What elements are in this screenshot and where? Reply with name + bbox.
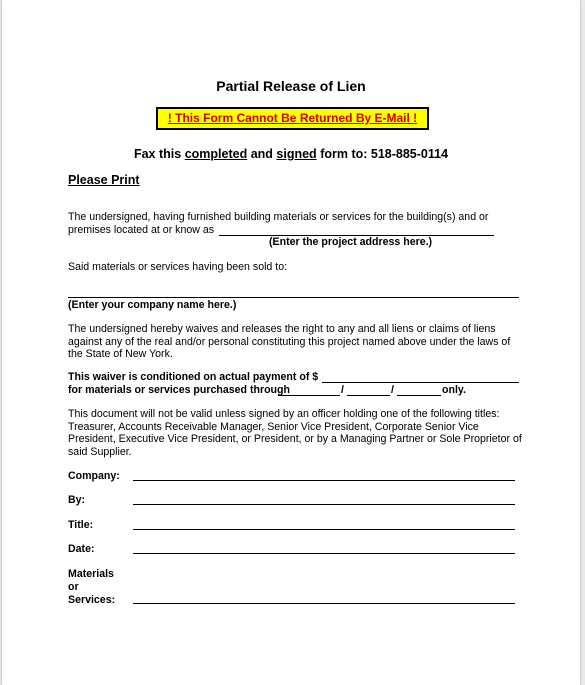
purchase-month-line[interactable] [278, 395, 340, 396]
please-print-heading: Please Print [68, 173, 140, 187]
company-name-line[interactable] [68, 297, 519, 298]
by-label: By: [68, 494, 86, 506]
sold-to-text: Said materials or services having been sold to: [68, 261, 288, 273]
company-label: Company: [68, 470, 120, 482]
date-line[interactable] [133, 553, 515, 554]
fax-and: and [250, 147, 273, 161]
condition-line1: This waiver is conditioned on actual payment of $ [68, 371, 319, 383]
waiver-paragraph: The undersigned hereby waives and releases the right to any and all liens or claims of liens against any of the real and/or personal constituting this project named above under the laws of the State of New York. [68, 323, 511, 361]
validity-paragraph: This document will not be valid unless signed by an officer holding one of the following titles: Treasurer, Accounts Receivable Manager, Senior Vice President, Corporate Senior Vice President, Executive Vice President, or President, or by a Managing Partner or Sole Proprietor of said Supplier. [68, 408, 522, 458]
fax-prefix: Fax this [133, 147, 182, 161]
page-title: Partial Release of Lien [216, 78, 366, 94]
date-label: Date: [68, 543, 95, 555]
materials-label-2: or [68, 581, 79, 593]
date-slash-1: / [341, 384, 344, 396]
fax-completed: completed [184, 147, 248, 161]
document-page [2, 0, 580, 685]
fax-instruction [2, 147, 580, 161]
condition-only: only. [442, 384, 466, 396]
purchase-year-line[interactable] [397, 395, 441, 396]
fax-signed: signed [276, 147, 317, 161]
date-slash-2: / [391, 384, 394, 396]
materials-label-3: Services: [68, 594, 116, 606]
title-label: Title: [68, 519, 94, 531]
company-name-hint: (Enter your company name here.) [68, 299, 237, 311]
materials-label-1: Materials [68, 568, 114, 580]
furnished-paragraph-line2: premises located at or know as [68, 224, 215, 236]
by-signature-line[interactable] [133, 504, 515, 505]
payment-amount-line[interactable] [322, 382, 519, 383]
title-line[interactable] [133, 529, 515, 530]
furnished-paragraph-line1: The undersigned, having furnished building materials or services for the building(s) and or [68, 211, 489, 223]
condition-line2: for materials or services purchased through [68, 384, 290, 396]
email-warning-banner: ! This Form Cannot Be Returned By E-Mail ! [156, 107, 429, 130]
company-signature-line[interactable] [133, 480, 515, 481]
materials-services-line[interactable] [133, 603, 515, 604]
project-address-hint: (Enter the project address here.) [269, 236, 433, 248]
purchase-day-line[interactable] [347, 395, 390, 396]
fax-suffix: form to: 518-885-0114 [320, 147, 449, 161]
